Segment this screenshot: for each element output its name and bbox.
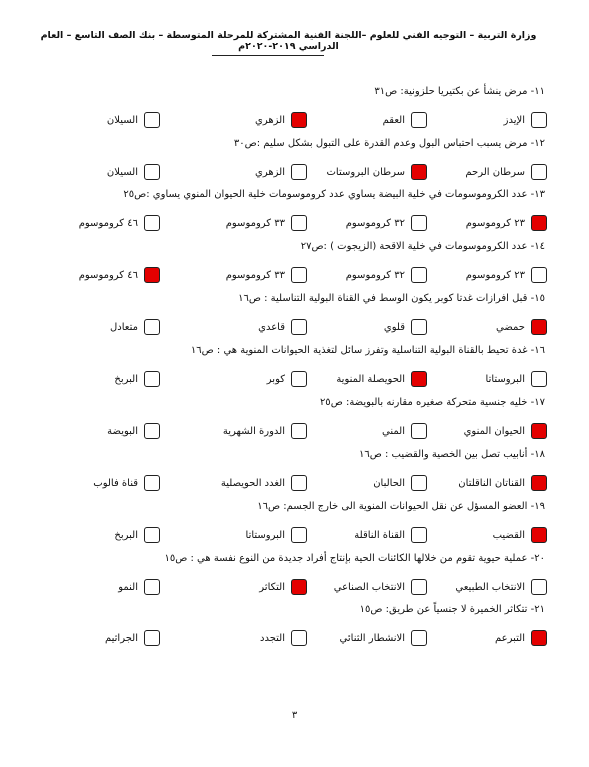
option-label: سرطان البروستات [326, 166, 405, 178]
page-number: ٣ [291, 710, 298, 721]
option-label: ٣٢ كروموسوم [345, 217, 405, 229]
answer-option[interactable] [30, 525, 160, 545]
option-label: قاعدي [258, 321, 285, 333]
option-label: القضيب [492, 529, 525, 541]
option-label: البروستاتا [245, 529, 285, 541]
checkbox[interactable] [531, 267, 547, 283]
checkbox[interactable] [144, 579, 160, 595]
answer-option[interactable] [297, 317, 427, 337]
option-label: المني [382, 425, 405, 437]
answer-option[interactable] [30, 421, 160, 441]
question-text: ١٧- خليه جنسية متحركة صغيره مقارنه بالبويضة: ص٢٥ [319, 397, 545, 408]
checkbox[interactable] [291, 371, 307, 387]
answer-option[interactable] [177, 577, 307, 597]
option-label: ٣٢ كروموسوم [345, 269, 405, 281]
header-underline [212, 55, 324, 56]
checked-box[interactable] [531, 319, 547, 335]
checkbox[interactable] [144, 630, 160, 646]
option-label: النمو [118, 581, 138, 593]
options-row [30, 317, 553, 337]
checkbox[interactable] [411, 112, 427, 128]
checkbox[interactable] [144, 215, 160, 231]
answer-option[interactable] [177, 317, 307, 337]
checkbox[interactable] [144, 164, 160, 180]
checkbox[interactable] [291, 630, 307, 646]
option-label: كوبر [266, 373, 285, 385]
option-label: العقم [382, 114, 405, 126]
option-label: الدورة الشهرية [222, 425, 285, 437]
option-label: ٤٦ كروموسوم [78, 217, 138, 229]
checked-box[interactable] [291, 579, 307, 595]
option-label: القناة الناقلة [354, 529, 405, 541]
options-row [30, 265, 553, 285]
answer-option[interactable] [417, 369, 547, 389]
answer-option[interactable] [177, 628, 307, 648]
options-row [30, 110, 553, 130]
answer-option[interactable] [30, 577, 160, 597]
option-label: قناة فالوب [93, 477, 138, 489]
checkbox[interactable] [411, 215, 427, 231]
answer-option[interactable] [417, 577, 547, 597]
answer-option[interactable] [417, 110, 547, 130]
option-label: الانتخاب الصناعي [333, 581, 405, 593]
checkbox[interactable] [291, 164, 307, 180]
option-label: متعادل [110, 321, 138, 333]
option-label: ٣٣ كروموسوم [225, 217, 285, 229]
option-label: السيلان [106, 114, 138, 126]
options-row [30, 213, 553, 233]
answer-option[interactable] [297, 628, 427, 648]
option-label: الانشطار الثنائي [339, 632, 405, 644]
option-label: البويضة [107, 425, 138, 437]
answer-option[interactable] [417, 317, 547, 337]
options-row [30, 473, 553, 493]
checkbox[interactable] [144, 319, 160, 335]
option-label: الجراثيم [104, 632, 138, 644]
answer-option[interactable] [297, 421, 427, 441]
checked-box[interactable] [411, 371, 427, 387]
question-text: ١١- مرض ينشأ عن بكتيريا حلزونية: ص٣١ [374, 86, 545, 97]
answer-option[interactable] [30, 473, 160, 493]
answer-option[interactable] [177, 213, 307, 233]
option-label: البروستاتا [485, 373, 525, 385]
answer-option[interactable] [417, 265, 547, 285]
checkbox[interactable] [531, 371, 547, 387]
answer-option[interactable] [30, 265, 160, 285]
option-label: سرطان الرحم [465, 166, 525, 178]
answer-option[interactable] [297, 525, 427, 545]
question-text: ٢١- تتكاثر الخميرة لا جنسياً عن طريق: ص١٥ [359, 604, 545, 615]
checked-box[interactable] [531, 215, 547, 231]
checkbox[interactable] [291, 527, 307, 543]
checkbox[interactable] [411, 319, 427, 335]
question-text: ١٥- قبل افرازات غدتا كوبر يكون الوسط في القناة البولية التناسلية : ص١٦ [238, 293, 545, 304]
answer-option[interactable] [30, 369, 160, 389]
option-label: الانتخاب الطبيعي [455, 581, 525, 593]
answer-option[interactable] [30, 317, 160, 337]
option-label: الزهري [255, 166, 285, 178]
options-row [30, 421, 553, 441]
option-label: ٢٣ كروموسوم [465, 217, 525, 229]
answer-option[interactable] [417, 628, 547, 648]
option-label: ٤٦ كروموسوم [78, 269, 138, 281]
question-text: ١٦- غدة تحيط بالقناة البولية التناسلية وتفرز سائل لتغذية الحيوانات المنوية هي : ص١٦ [190, 345, 545, 356]
checkbox[interactable] [411, 527, 427, 543]
checkbox[interactable] [411, 423, 427, 439]
option-label: الحالبان [373, 477, 405, 489]
answer-option[interactable] [177, 162, 307, 182]
options-row [30, 628, 553, 648]
option-label: البربخ [114, 529, 138, 541]
answer-option[interactable] [297, 473, 427, 493]
options-row [30, 162, 553, 182]
option-label: الحويصلة المنوية [336, 373, 405, 385]
options-row [30, 369, 553, 389]
option-label: التجدد [260, 632, 285, 644]
answer-option[interactable] [177, 265, 307, 285]
option-label: التبرعم [495, 632, 525, 644]
question-text: ١٨- أنابيب تصل بين الخصية والقضيب : ص١٦ [358, 449, 545, 460]
answer-option[interactable] [297, 110, 427, 130]
checkbox[interactable] [531, 579, 547, 595]
checkbox[interactable] [531, 112, 547, 128]
option-label: الحيوان المنوي [463, 425, 525, 437]
answer-option[interactable] [177, 473, 307, 493]
answer-option[interactable] [417, 421, 547, 441]
answer-option[interactable] [417, 473, 547, 493]
checkbox[interactable] [144, 475, 160, 491]
option-label: البربخ [114, 373, 138, 385]
checkbox[interactable] [291, 475, 307, 491]
checkbox[interactable] [291, 423, 307, 439]
answer-option[interactable] [417, 525, 547, 545]
checked-box[interactable] [531, 527, 547, 543]
checkbox[interactable] [531, 164, 547, 180]
answer-option[interactable] [297, 577, 427, 597]
options-row [30, 577, 553, 597]
answer-option[interactable] [177, 421, 307, 441]
checked-box[interactable] [531, 475, 547, 491]
answer-option[interactable] [177, 525, 307, 545]
checkbox[interactable] [291, 215, 307, 231]
checkbox[interactable] [291, 319, 307, 335]
checkbox[interactable] [144, 527, 160, 543]
answer-option[interactable] [30, 110, 160, 130]
option-label: حمضي [496, 321, 525, 333]
option-label: الزهري [255, 114, 285, 126]
checked-box[interactable] [531, 630, 547, 646]
answer-option[interactable] [297, 213, 427, 233]
checkbox[interactable] [144, 371, 160, 387]
checkbox[interactable] [291, 267, 307, 283]
page-header: وزارة التربية – التوجيه الفني للعلوم –اللجنة الفنية المشتركة للمرحلة المتوسطة – بنك الصف التاسع – العام الدراسي ٢٠١٩-٢٠٢٠م [40, 30, 537, 52]
checkbox[interactable] [411, 579, 427, 595]
checked-box[interactable] [291, 112, 307, 128]
option-label: ٢٣ كروموسوم [465, 269, 525, 281]
option-label: قلوي [383, 321, 405, 333]
checkbox[interactable] [411, 630, 427, 646]
checkbox[interactable] [411, 475, 427, 491]
answer-option[interactable] [297, 162, 427, 182]
question-text: ١٣- عدد الكروموسومات في خلية البيضة يساوي عدد كروموسومات خلية الحيوان المنوي يساوي :ص٢٥ [123, 189, 545, 200]
checked-box[interactable] [531, 423, 547, 439]
option-label: السيلان [106, 166, 138, 178]
question-text: ٢٠- عملية حيوية تقوم من خلالها الكائنات الحية بإنتاج أفراد جديدة من النوع نفسة هي : ص١٥ [164, 553, 545, 564]
answer-option[interactable] [297, 265, 427, 285]
question-text: ١٢- مرض يسبب احتباس البول وعدم القدرة على التبول بشكل سليم :ص٣٠ [233, 138, 545, 149]
question-text: ١٤- عدد الكروموسومات في خلية الاقحة (الزيجوت ) :ص٢٧ [300, 241, 545, 252]
question-text: ١٩- العضو المسؤل عن نقل الحيوانات المنوية الى خارج الجسم: ص١٦ [257, 501, 545, 512]
option-label: الغدد الحويصلية [220, 477, 285, 489]
option-label: الإيدز [503, 114, 525, 126]
checkbox[interactable] [144, 112, 160, 128]
checkbox[interactable] [144, 423, 160, 439]
answer-option[interactable] [177, 369, 307, 389]
options-row [30, 525, 553, 545]
option-label: ٣٣ كروموسوم [225, 269, 285, 281]
checkbox[interactable] [411, 267, 427, 283]
answer-option[interactable] [417, 162, 547, 182]
answer-option[interactable] [30, 213, 160, 233]
answer-option[interactable] [417, 213, 547, 233]
answer-option[interactable] [177, 110, 307, 130]
option-label: التكاثر [259, 581, 285, 593]
option-label: القناتان الناقلتان [458, 477, 525, 489]
answer-option[interactable] [30, 628, 160, 648]
answer-option[interactable] [297, 369, 427, 389]
checked-box[interactable] [144, 267, 160, 283]
answer-option[interactable] [30, 162, 160, 182]
checked-box[interactable] [411, 164, 427, 180]
